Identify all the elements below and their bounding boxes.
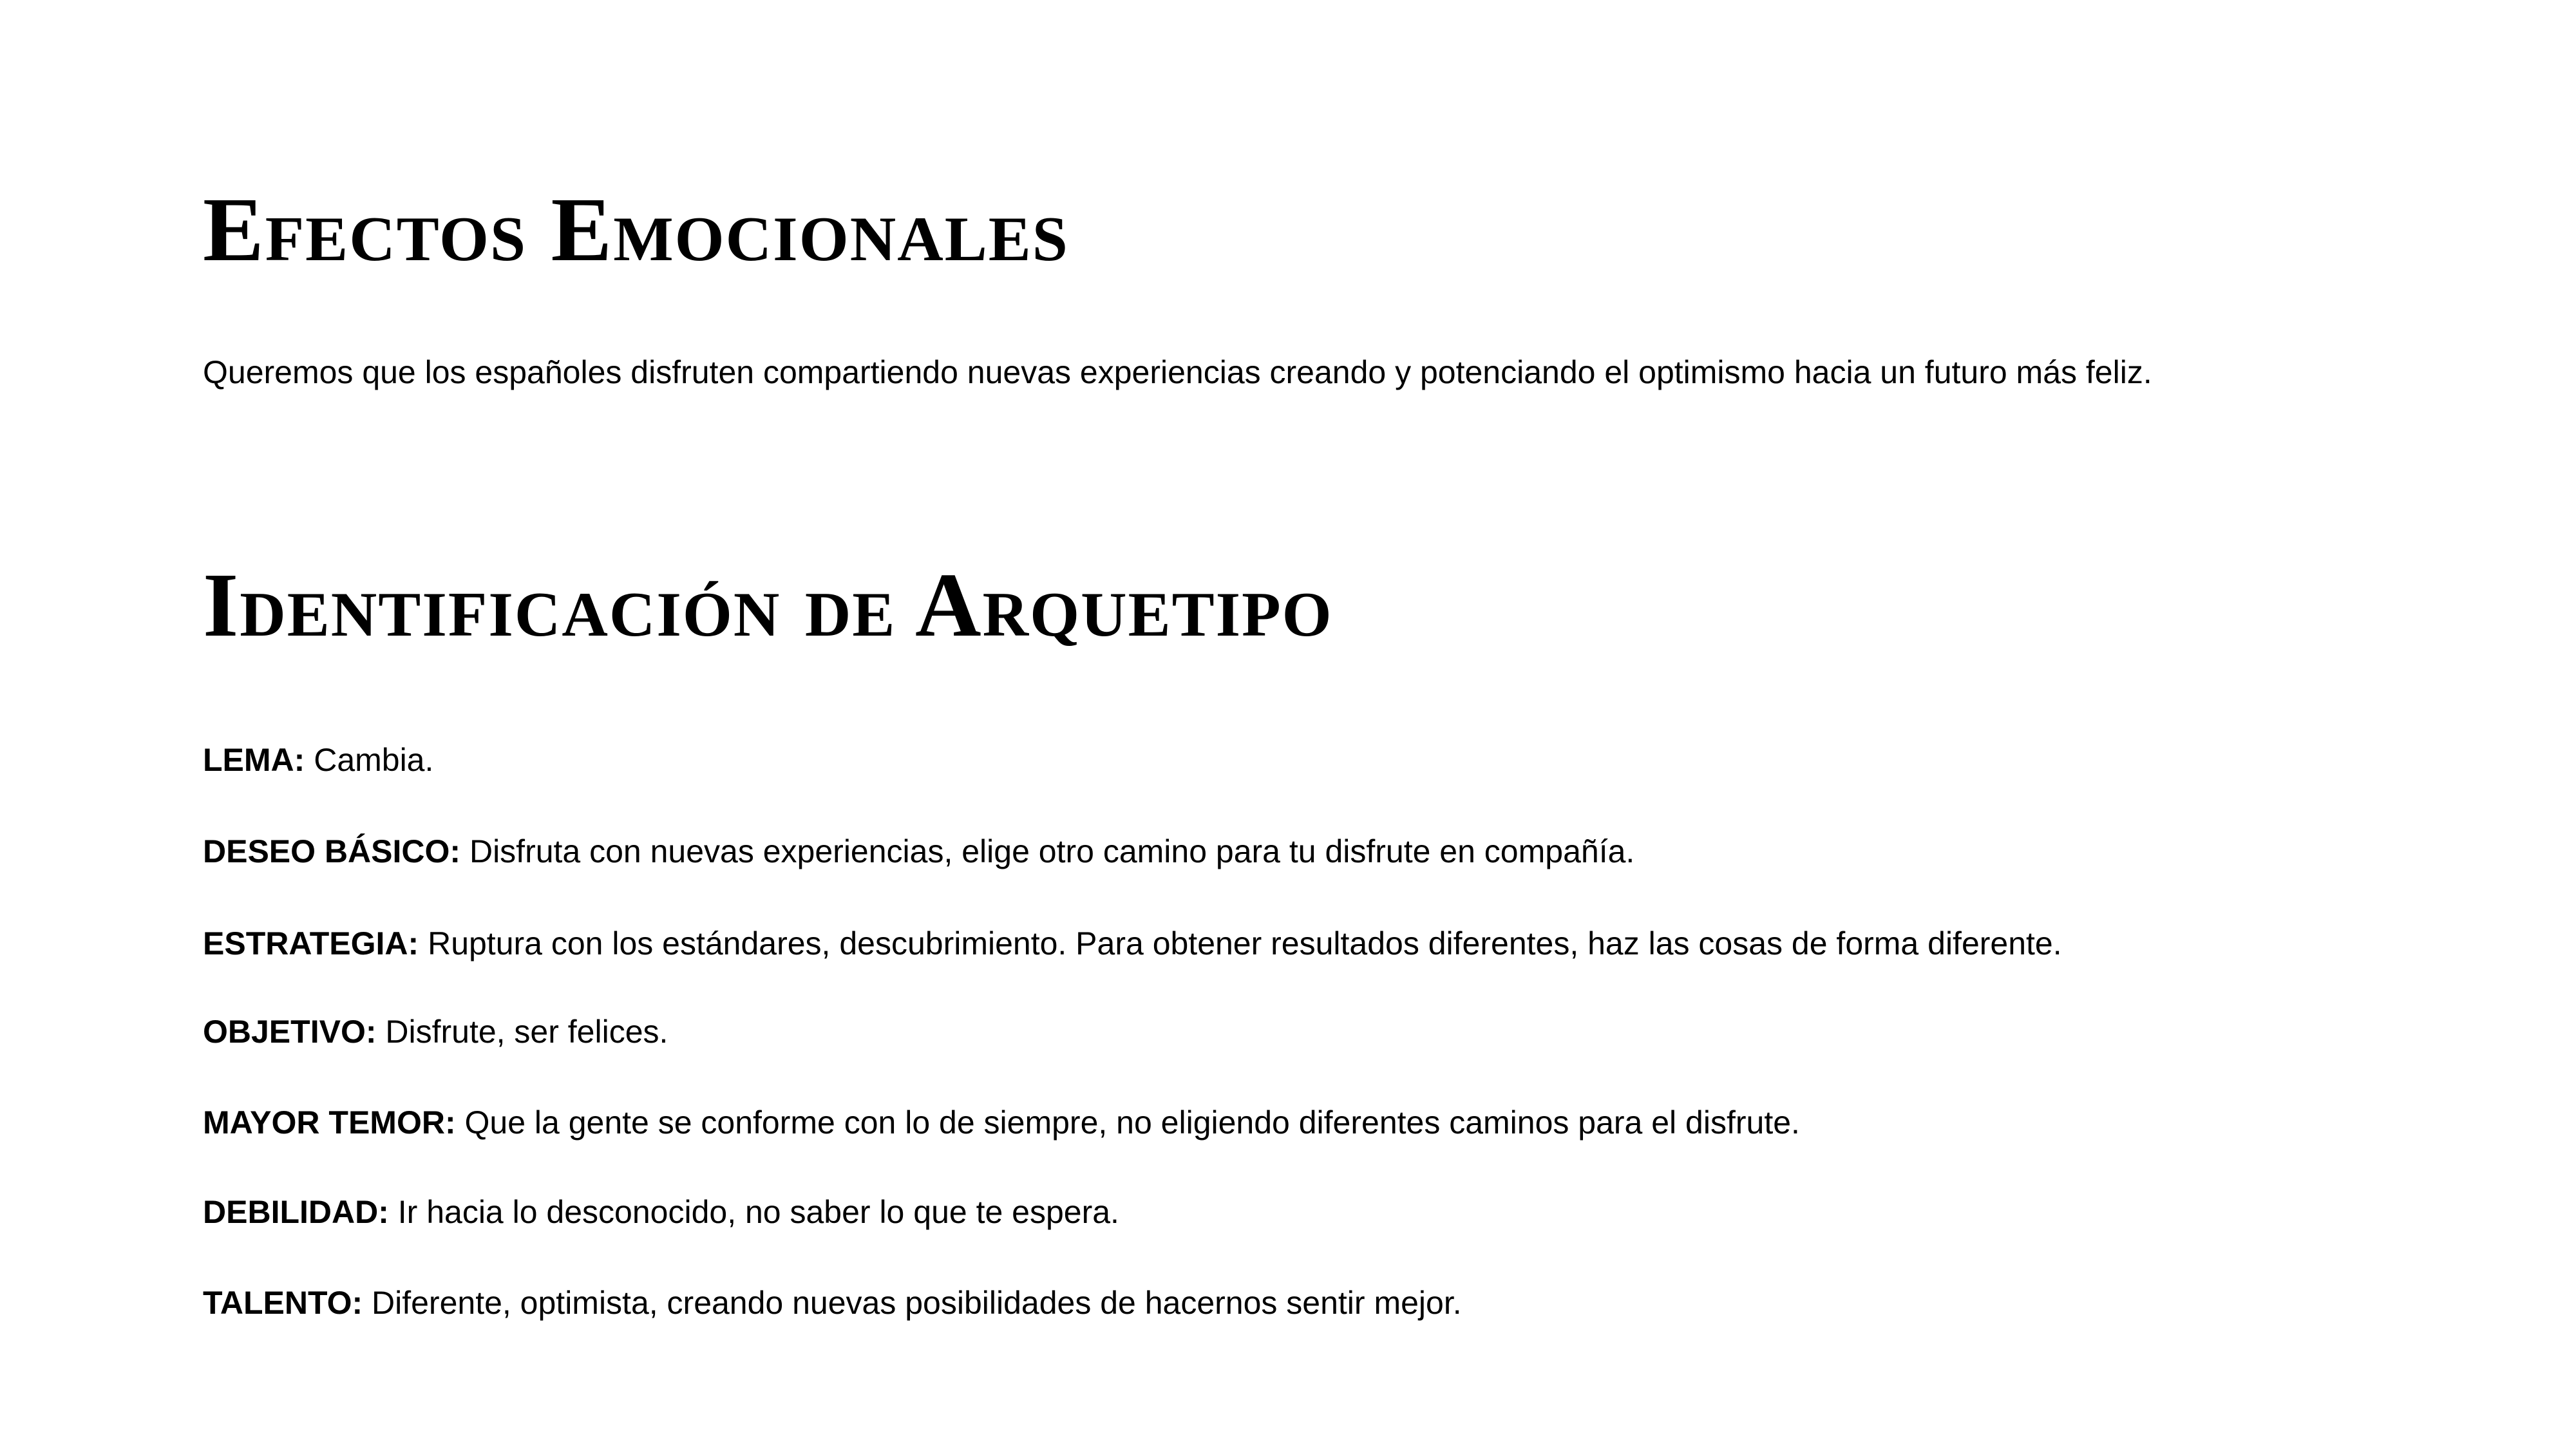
section-body-efectos: Queremos que los españoles disfruten compartiendo nuevas experiencias creando y potenciando el optimismo hacia un futuro más feliz. bbox=[203, 354, 2152, 390]
item-text: Que la gente se conforme con lo de siempre, no eligiendo diferentes caminos para el disfrute. bbox=[455, 1104, 1800, 1141]
archetype-item-objetivo bbox=[203, 1012, 668, 1051]
item-label: ESTRATEGIA: bbox=[203, 925, 419, 961]
archetype-item-lema bbox=[203, 741, 433, 779]
item-text: Ruptura con los estándares, descubrimiento. Para obtener resultados diferentes, haz las cosas de forma diferente. bbox=[419, 925, 2062, 961]
section-title-arquetipo: Identificación de Arquetipo bbox=[203, 554, 1333, 656]
item-text: Diferente, optimista, creando nuevas posibilidades de hacernos sentir mejor. bbox=[363, 1285, 1462, 1321]
item-text: Disfruta con nuevas experiencias, elige otro camino para tu disfrute en compañía. bbox=[460, 833, 1635, 869]
item-label: TALENTO: bbox=[203, 1285, 363, 1321]
item-text: Disfrute, ser felices. bbox=[376, 1014, 668, 1050]
item-text: Ir hacia lo desconocido, no saber lo que te espera. bbox=[388, 1194, 1119, 1230]
archetype-item-temor bbox=[203, 1103, 1800, 1142]
item-label: DEBILIDAD: bbox=[203, 1194, 389, 1230]
item-label: MAYOR TEMOR: bbox=[203, 1104, 456, 1141]
archetype-item-talento bbox=[203, 1283, 1462, 1322]
item-text: Cambia. bbox=[305, 742, 434, 778]
archetype-item-deseo bbox=[203, 832, 1634, 871]
item-label: LEMA: bbox=[203, 742, 305, 778]
section-title-efectos: Efectos Emocionales bbox=[203, 178, 1069, 280]
archetype-item-estrategia bbox=[203, 924, 2062, 963]
archetype-item-debilidad bbox=[203, 1193, 1119, 1231]
item-label: DESEO BÁSICO: bbox=[203, 833, 461, 869]
item-label: OBJETIVO: bbox=[203, 1014, 377, 1050]
